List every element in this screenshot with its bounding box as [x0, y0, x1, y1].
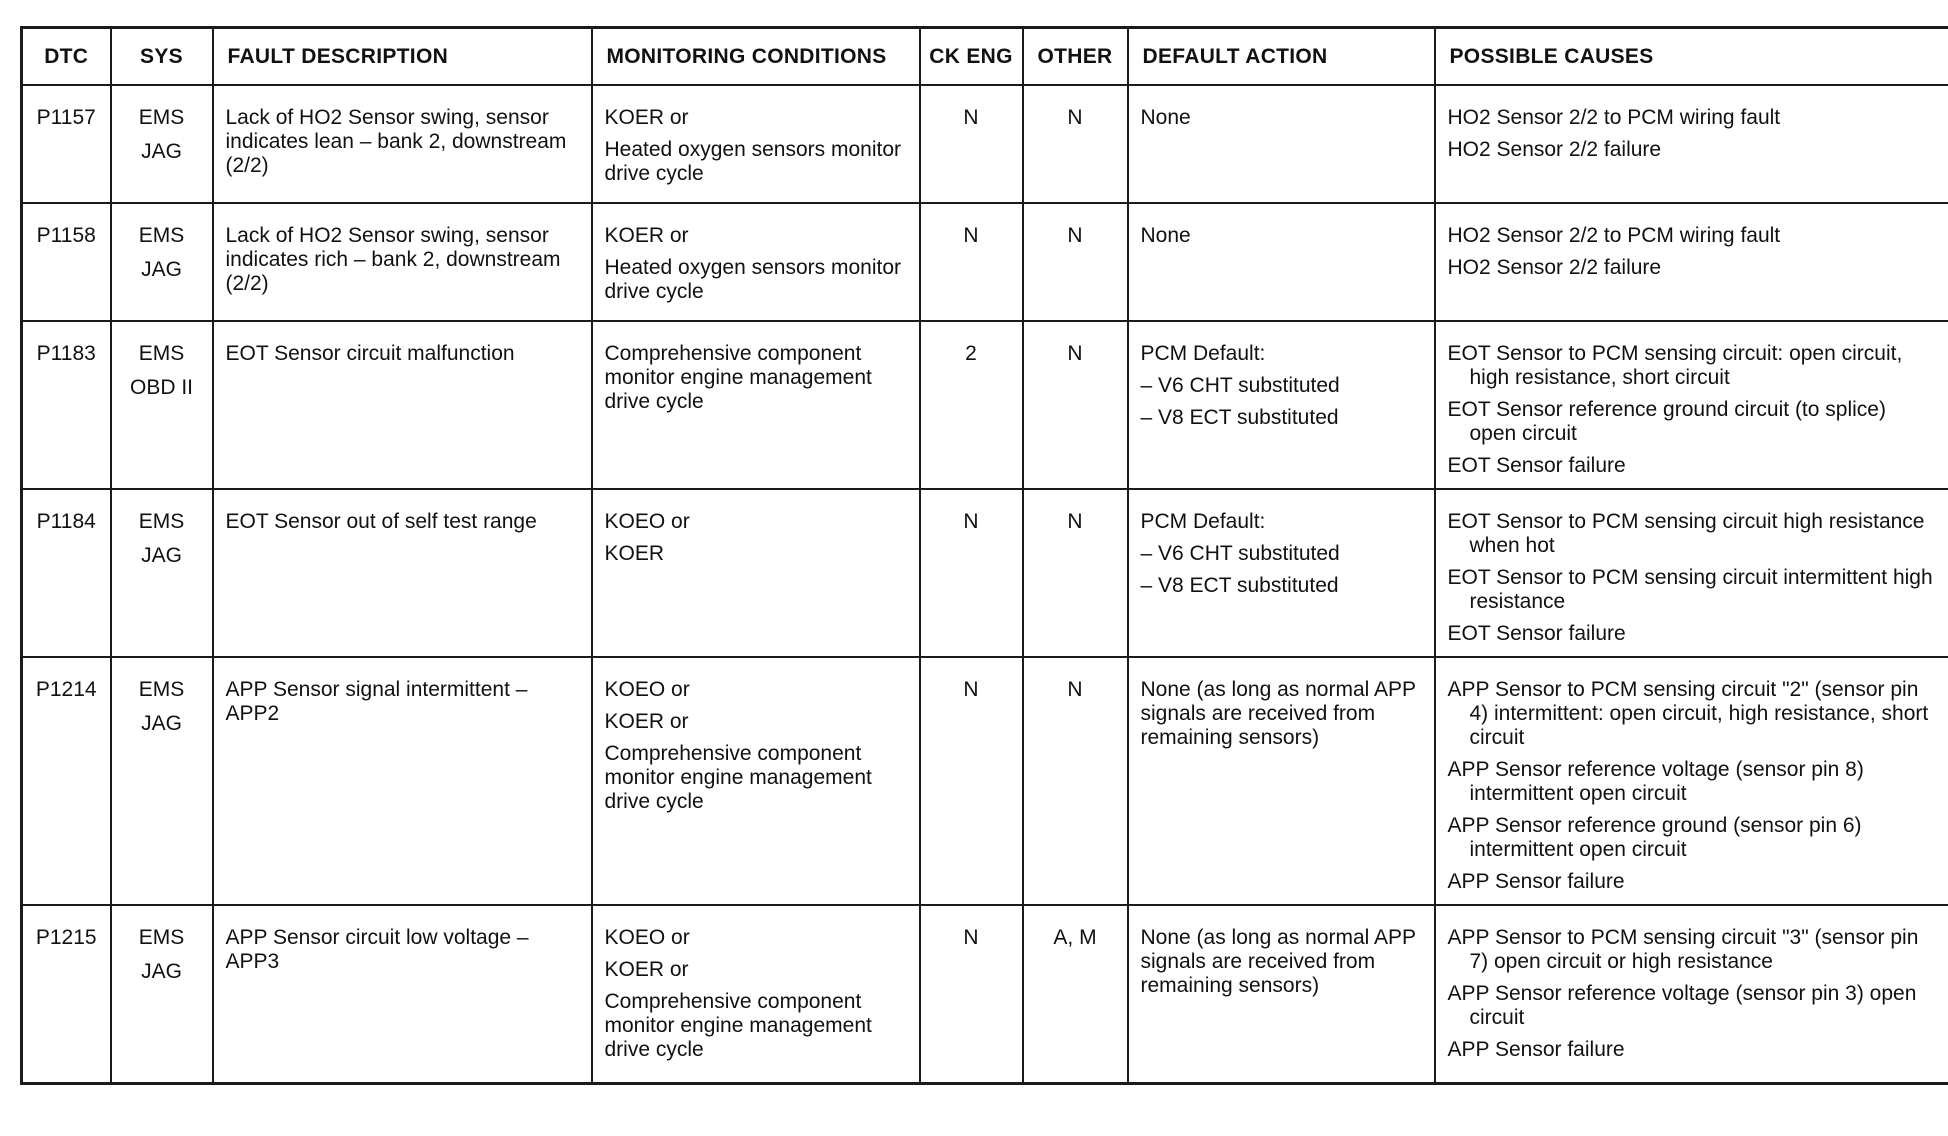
sys-line: EMS [138, 510, 185, 533]
default-action [1129, 490, 1434, 608]
default-line: – V6 CHT substituted [1140, 542, 1340, 565]
sys-line: OBD II [129, 376, 193, 399]
header-ck-eng: CK ENG [920, 28, 1023, 86]
fault-description: EOT Sensor circuit malfunction [225, 342, 515, 365]
cause-item: APP Sensor reference voltage (sensor pin 3) open circuit [1447, 982, 1917, 1029]
sys-line: JAG [141, 960, 182, 983]
sys-cell [112, 322, 212, 410]
monitoring-line: Comprehensive component monitor engine management drive cycle [604, 742, 872, 813]
table-row [22, 85, 1948, 203]
monitoring-line: KOER or [604, 710, 689, 733]
monitoring-line: Heated oxygen sensors monitor drive cycle [604, 138, 901, 185]
other-value: N [1067, 106, 1083, 129]
monitoring-line: Heated oxygen sensors monitor drive cycle [604, 256, 901, 303]
sys-cell [112, 658, 212, 746]
sys-line: JAG [141, 140, 182, 163]
fault-description: Lack of HO2 Sensor swing, sensor indicates rich – bank 2, downstream (2/2) [225, 224, 561, 295]
header-monitoring-conditions: MONITORING CONDITIONS [592, 28, 920, 86]
ck-eng-value: 2 [965, 342, 977, 365]
monitoring-line: KOEO or [604, 678, 690, 701]
header-other: OTHER [1023, 28, 1128, 86]
dtc-code: P1184 [36, 510, 96, 533]
cause-item: HO2 Sensor 2/2 failure [1447, 256, 1662, 279]
sys-cell [112, 204, 212, 292]
dtc-code: P1214 [35, 678, 97, 701]
monitoring-line: KOEO or [604, 926, 690, 949]
monitoring-conditions [593, 322, 919, 424]
other-value: N [1067, 510, 1083, 533]
fault-description: APP Sensor circuit low voltage – APP3 [225, 926, 529, 973]
dtc-code: P1158 [36, 224, 96, 247]
monitoring-line: KOER or [604, 106, 689, 129]
sys-cell [112, 490, 212, 578]
default-line: – V8 ECT substituted [1140, 406, 1339, 429]
cause-item: EOT Sensor to PCM sensing circuit intermittent high resistance [1447, 566, 1933, 613]
header-dtc: DTC [22, 28, 111, 86]
dtc-code: P1157 [36, 106, 96, 129]
monitoring-conditions [593, 490, 919, 576]
possible-causes [1436, 86, 1948, 172]
default-action [1129, 322, 1434, 440]
default-action [1129, 204, 1434, 258]
dtc-table-sheet [20, 26, 1948, 1085]
default-line: None (as long as normal APP signals are received from remaining sensors) [1140, 926, 1416, 997]
monitoring-conditions [593, 204, 919, 314]
dtc-code: P1183 [36, 342, 96, 365]
sys-line: EMS [138, 224, 185, 247]
cause-item: EOT Sensor reference ground circuit (to splice) open circuit [1447, 398, 1886, 445]
possible-causes [1436, 906, 1948, 1072]
table-row [22, 489, 1948, 657]
cause-item: EOT Sensor to PCM sensing circuit: open circuit, high resistance, short circuit [1447, 342, 1903, 389]
monitoring-line: Comprehensive component monitor engine management drive cycle [604, 342, 872, 413]
fault-description: EOT Sensor out of self test range [225, 510, 537, 533]
monitoring-line: KOER [604, 542, 665, 565]
cause-item: EOT Sensor failure [1447, 622, 1626, 645]
header-fault-description: FAULT DESCRIPTION [213, 28, 592, 86]
other-value: N [1067, 678, 1083, 701]
sys-line: EMS [138, 106, 185, 129]
cause-item: APP Sensor to PCM sensing circuit "3" (sensor pin 7) open circuit or high resistance [1447, 926, 1919, 973]
monitoring-line: KOER or [604, 224, 689, 247]
monitoring-conditions [593, 658, 919, 824]
possible-causes [1436, 490, 1948, 656]
sys-line: JAG [141, 258, 182, 281]
ck-eng-value: N [963, 926, 979, 949]
dtc-table [20, 26, 1948, 1085]
fault-description: APP Sensor signal intermittent – APP2 [225, 678, 528, 725]
cause-item: HO2 Sensor 2/2 to PCM wiring fault [1447, 224, 1781, 247]
ck-eng-value: N [963, 224, 979, 247]
other-value: N [1067, 224, 1083, 247]
fault-description: Lack of HO2 Sensor swing, sensor indicates lean – bank 2, downstream (2/2) [225, 106, 567, 177]
default-action [1129, 86, 1434, 140]
dtc-code: P1215 [35, 926, 97, 949]
default-line: – V8 ECT substituted [1140, 574, 1339, 597]
table-row [22, 321, 1948, 489]
header-row [22, 28, 1948, 86]
cause-item: HO2 Sensor 2/2 failure [1447, 138, 1662, 161]
sys-line: EMS [138, 678, 185, 701]
cause-item: APP Sensor failure [1447, 1038, 1625, 1061]
cause-item: APP Sensor reference voltage (sensor pin 8) intermittent open circuit [1447, 758, 1864, 805]
ck-eng-value: N [963, 106, 979, 129]
header-default-action: DEFAULT ACTION [1128, 28, 1435, 86]
sys-line: JAG [141, 544, 182, 567]
monitoring-line: KOER or [604, 958, 689, 981]
sys-line: JAG [141, 712, 182, 735]
sys-cell [112, 86, 212, 174]
sys-line: EMS [138, 342, 185, 365]
table-row [22, 657, 1948, 905]
other-value: A, M [1053, 926, 1097, 949]
cause-item: EOT Sensor failure [1447, 454, 1626, 477]
ck-eng-value: N [963, 510, 979, 533]
header-sys: SYS [111, 28, 213, 86]
cause-item: HO2 Sensor 2/2 to PCM wiring fault [1447, 106, 1781, 129]
default-action [1129, 906, 1434, 1008]
other-value: N [1067, 342, 1083, 365]
possible-causes [1436, 658, 1948, 904]
cause-item: APP Sensor failure [1447, 870, 1625, 893]
default-line: – V6 CHT substituted [1140, 374, 1340, 397]
cause-item: APP Sensor to PCM sensing circuit "2" (sensor pin 4) intermittent: open circuit, high resistance, short circuit [1447, 678, 1929, 749]
table-row [22, 905, 1948, 1083]
monitoring-conditions [593, 86, 919, 196]
monitoring-conditions [593, 906, 919, 1072]
sys-line: EMS [138, 926, 185, 949]
default-line: None [1140, 106, 1191, 129]
sys-cell [112, 906, 212, 994]
monitoring-line: KOEO or [604, 510, 690, 533]
default-line: None [1140, 224, 1191, 247]
default-line: PCM Default: [1140, 510, 1266, 533]
possible-causes [1436, 322, 1948, 488]
default-line: PCM Default: [1140, 342, 1266, 365]
default-action [1129, 658, 1434, 760]
monitoring-line: Comprehensive component monitor engine management drive cycle [604, 990, 872, 1061]
header-possible-causes: POSSIBLE CAUSES [1435, 28, 1948, 86]
ck-eng-value: N [963, 678, 979, 701]
cause-item: APP Sensor reference ground (sensor pin 6) intermittent open circuit [1447, 814, 1862, 861]
table-row [22, 203, 1948, 321]
possible-causes [1436, 204, 1948, 290]
default-line: None (as long as normal APP signals are received from remaining sensors) [1140, 678, 1416, 749]
cause-item: EOT Sensor to PCM sensing circuit high resistance when hot [1447, 510, 1925, 557]
